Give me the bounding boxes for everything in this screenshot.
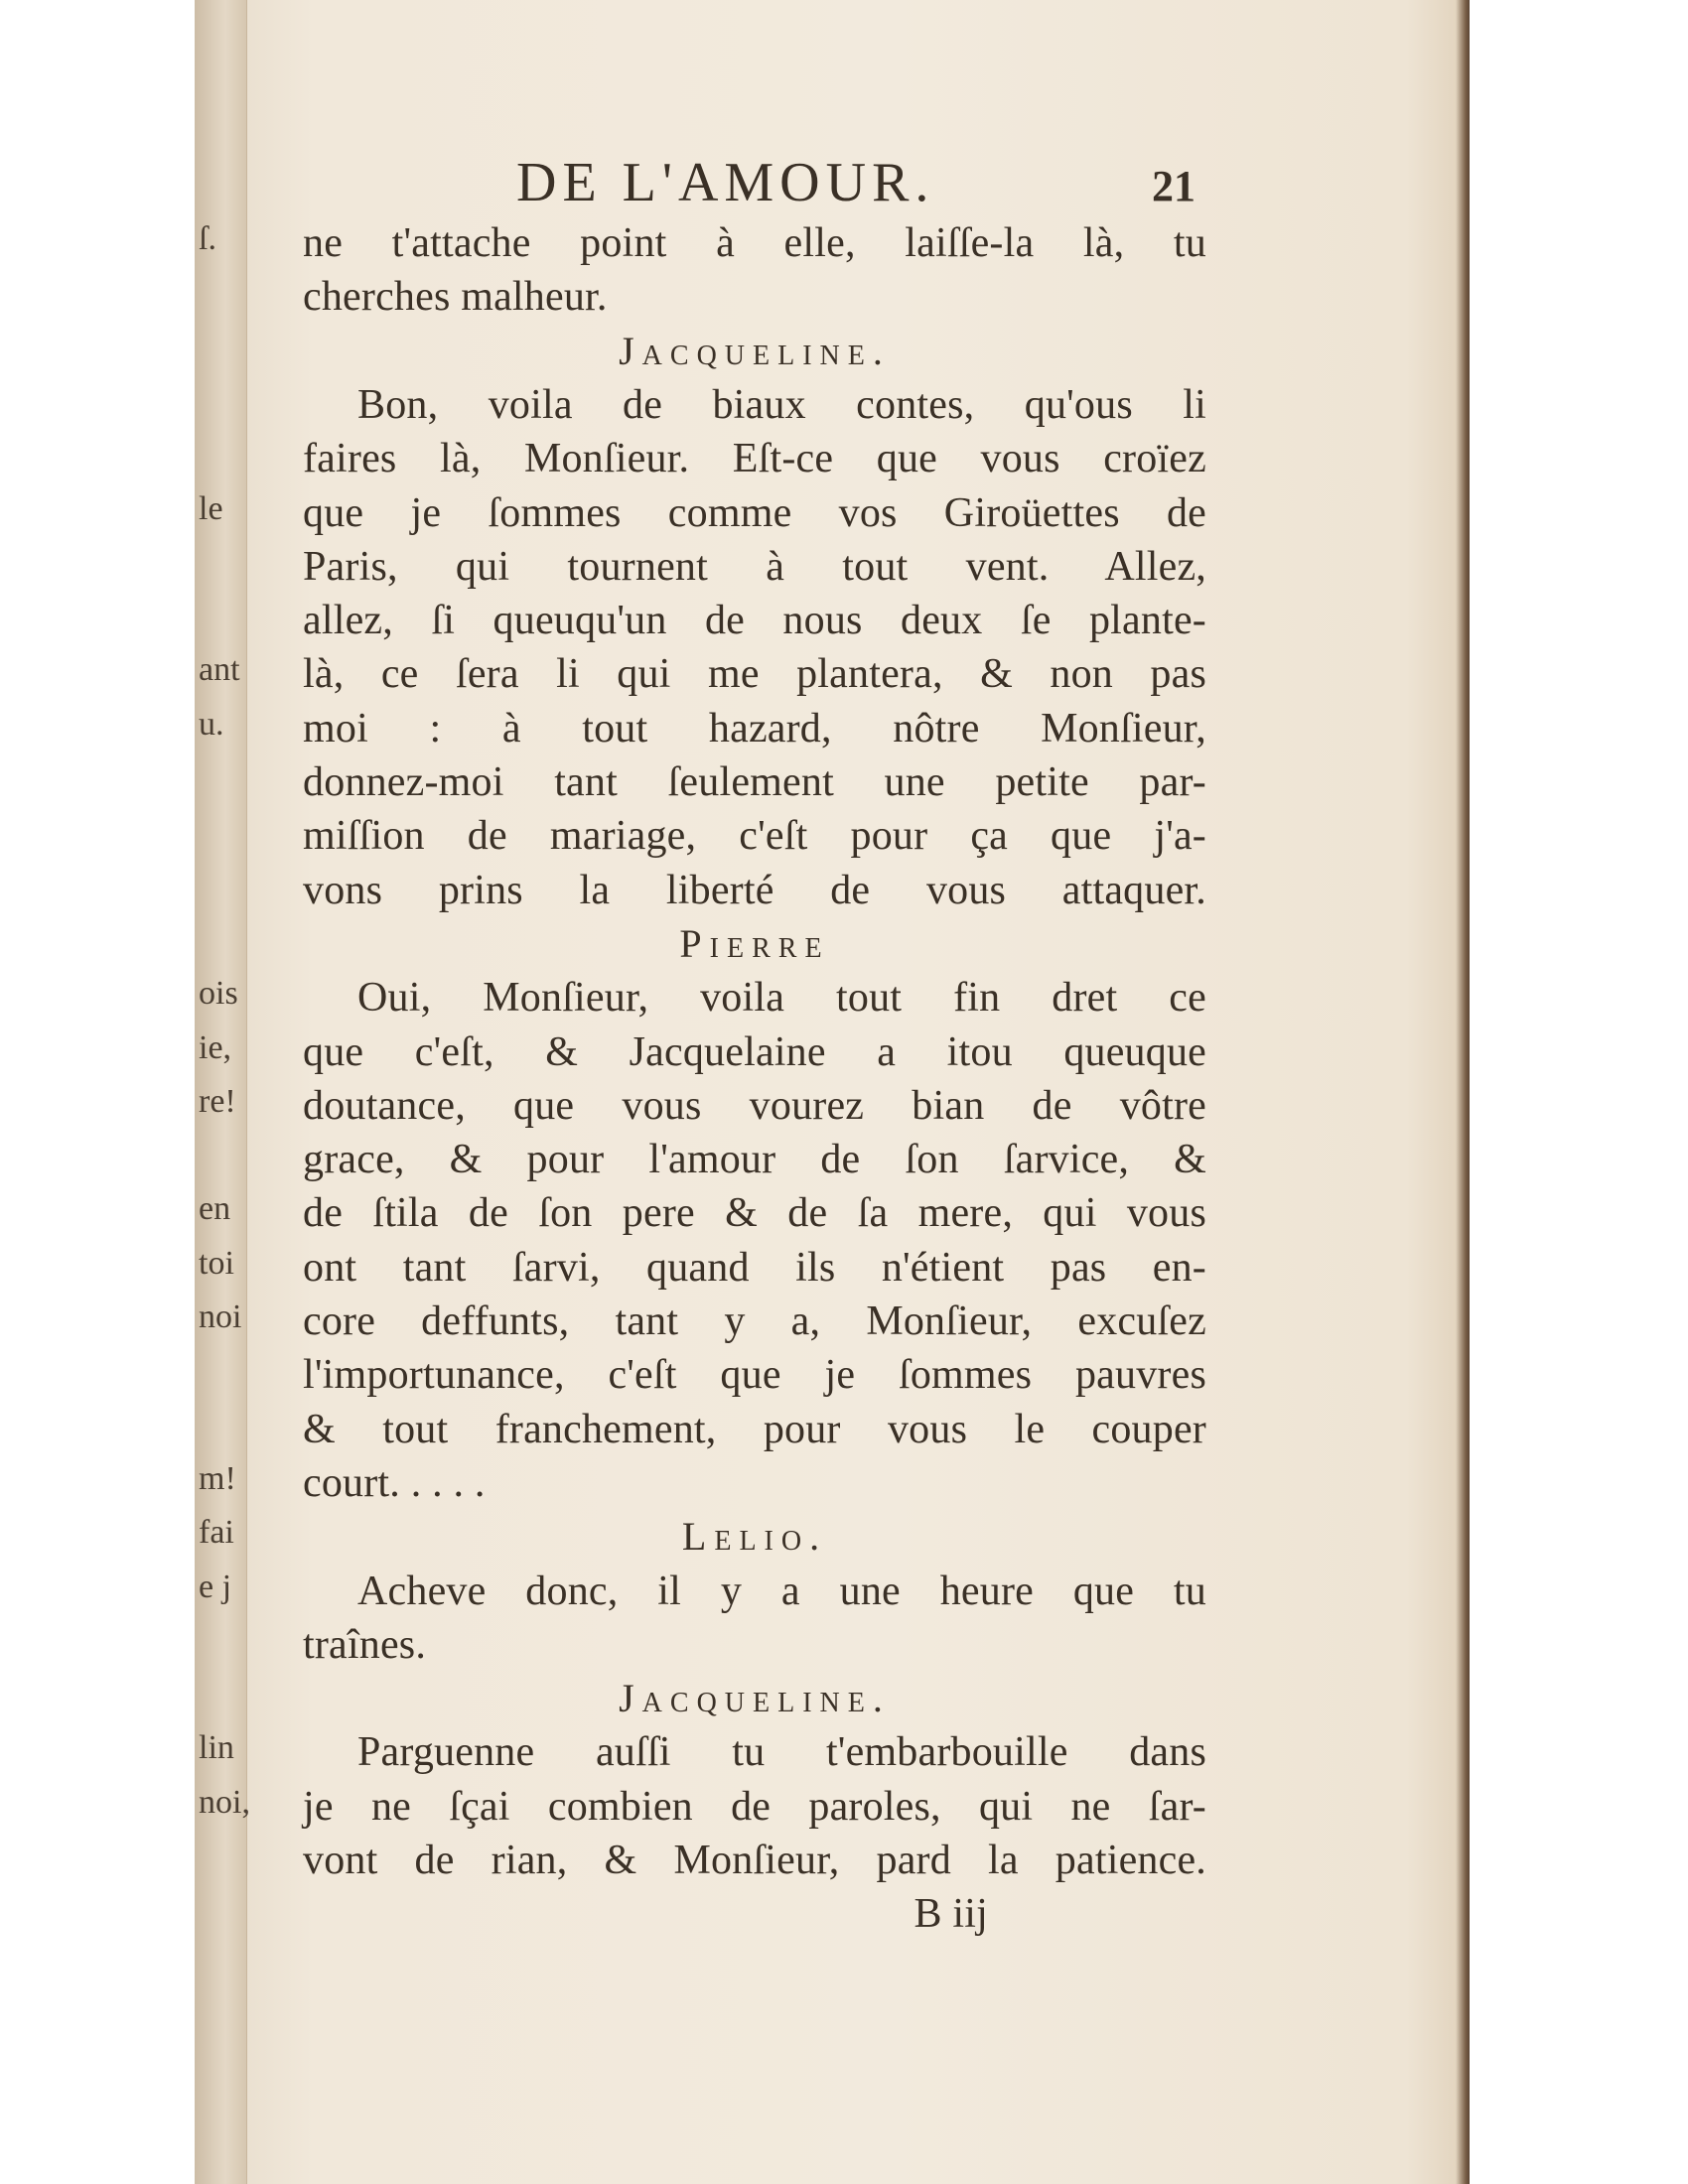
text-line: allez, ſi queuqu'un de nous deux ſe plante- [303, 598, 1206, 644]
text-line: ne t'attache point à elle, laiſſe-la là, tu [303, 220, 1206, 266]
facing-page-fragment: ois [199, 975, 238, 1013]
text-line: moi : à tout hazard, nôtre Monſieur, [303, 705, 1206, 751]
facing-page-fragment: ie, [199, 1028, 232, 1066]
speaker-name: Lelio. [681, 1514, 828, 1560]
text-line: je ne ſçai combien de paroles, qui ne ſar- [303, 1783, 1206, 1830]
text-line: vons prins la liberté de vous attaquer. [303, 867, 1206, 913]
text-line: core deffunts, tant y a, Monſieur, excuſez [303, 1298, 1206, 1344]
facing-page-fragment: u. [199, 705, 224, 743]
speaker-name: Pierre [679, 920, 830, 966]
text-line: Oui, Monſieur, voila tout fin dret ce [357, 975, 1206, 1022]
text-line: traînes. [303, 1621, 427, 1668]
text-line: l'importunance, c'eſt que je ſommes pauvres [303, 1352, 1206, 1399]
text-line: que c'eſt, & Jacquelaine a itou queuque [303, 1028, 1206, 1075]
text-line: ont tant ſarvi, quand ils n'étient pas en- [303, 1244, 1206, 1291]
facing-page-fragment: noi, [199, 1783, 250, 1821]
text-line: que je ſommes comme vos Giroüettes de [303, 489, 1206, 536]
running-head: DE L'AMOUR. [516, 152, 935, 213]
signature-mark: B iij [914, 1891, 988, 1938]
facing-page-fragment: lin [199, 1729, 234, 1767]
facing-page-fragment: toi [199, 1244, 234, 1282]
text-line: cherches malheur. [303, 274, 608, 321]
facing-page-fragment: en [199, 1190, 231, 1228]
text-line: court. . . . . [303, 1459, 486, 1506]
text-line: doutance, que vous vourez bian de vôtre [303, 1082, 1206, 1129]
text-line: Paris, qui tournent à tout vent. Allez, [303, 543, 1206, 590]
text-line: Bon, voila de biaux contes, qu'ous li [357, 381, 1206, 428]
page-number: 21 [1152, 162, 1196, 210]
facing-page-fragment: noi [199, 1298, 242, 1335]
facing-page-fragment: re! [199, 1082, 236, 1120]
text-line: là, ce ſera li qui me plantera, & non pas [303, 651, 1206, 698]
text-line: donnez-moi tant ſeulement une petite par- [303, 759, 1206, 805]
facing-page-fragment: fai [199, 1514, 234, 1552]
text-line: vont de rian, & Monſieur, pard la patience. [303, 1838, 1206, 1883]
text-line: grace, & pour l'amour de ſon ſarvice, & [303, 1137, 1206, 1183]
facing-page-fragment: m! [199, 1459, 236, 1497]
facing-page-fragment: ant [199, 651, 240, 689]
text-line: Acheve donc, il y a une heure que tu [357, 1568, 1206, 1614]
text-line: Parguenne auſſi tu t'embarbouille dans [357, 1729, 1206, 1776]
facing-page-fragment: ſ. [199, 220, 216, 257]
text-line: de ſtila de ſon pere & de ſa mere, qui vous [303, 1190, 1206, 1237]
speaker-name: Jacqueline. [619, 1676, 891, 1721]
text-line: miſſion de mariage, c'eſt pour ça que j'a- [303, 813, 1206, 860]
text-line: & tout franchement, pour vous le couper [303, 1406, 1206, 1452]
facing-page-fragment: le [199, 489, 223, 527]
text-line: faires là, Monſieur. Eſt-ce que vous croïez [303, 436, 1206, 482]
speaker-name: Jacqueline. [619, 328, 891, 373]
facing-page-fragment: e j [199, 1568, 232, 1605]
